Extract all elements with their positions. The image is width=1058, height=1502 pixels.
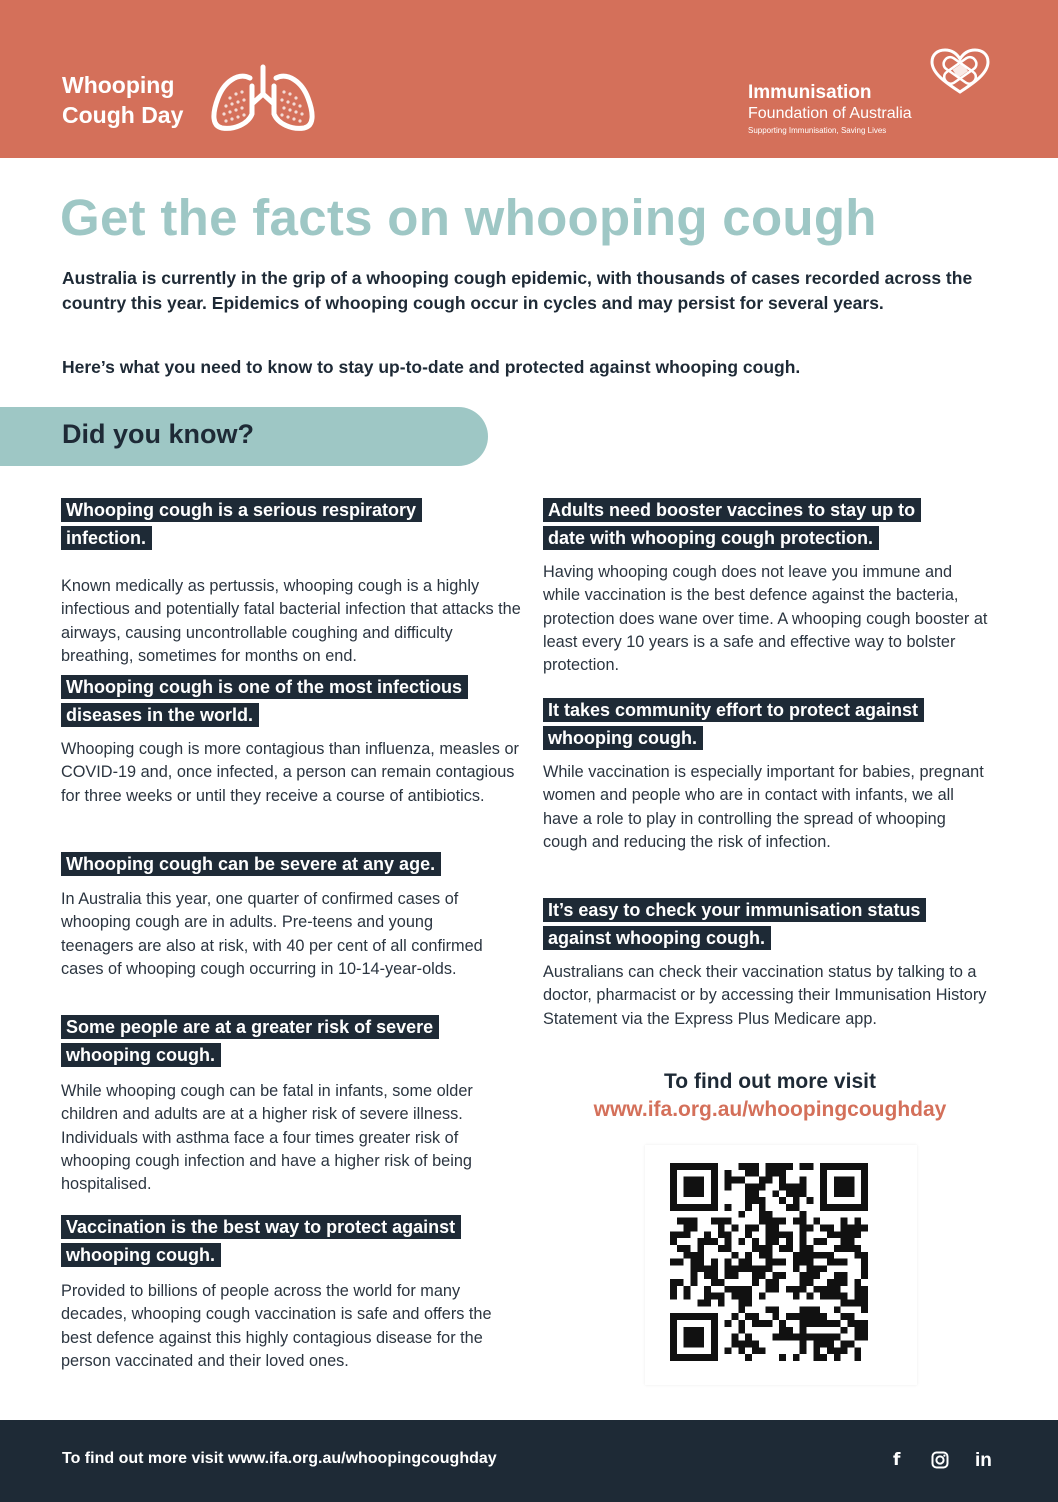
fact-block <box>61 1014 521 1196</box>
fact-block <box>61 674 521 808</box>
intro-paragraph: Australia is currently in the grip of a whooping cough epidemic, with thousands of cases recorded across the country this year. Epidemics of whooping cough occur in cycles and may persist for several years. <box>62 268 973 313</box>
visit-url-link[interactable]: www.ifa.org.au/whoopingcoughday <box>593 1098 947 1121</box>
instagram-icon[interactable] <box>931 1451 949 1469</box>
fact-body: While vaccination is especially important for babies, pregnant women and people who are in contact with infants, we all have a role to play in controlling the spread of whooping cough and reducing the risk of infection. <box>543 763 984 851</box>
whooping-cough-day-logo <box>62 70 183 130</box>
header-band <box>0 0 1058 158</box>
heart-bandage-icon <box>928 48 992 96</box>
fact-body: Having whooping cough does not leave you immune and while vaccination is the best defence against the bacteria, protection does wane over time. A whooping cough booster at least every 10 years is a safe and effective way to bolster protection. <box>543 563 988 675</box>
logo-line-2: Cough Day <box>62 102 184 128</box>
fact-body: Australians can check their vaccination status by talking to a doctor, pharmacist or by accessing their Immunisation History Statement via the Express Plus Medicare app. <box>543 963 987 1028</box>
did-you-know-heading: Did you know? <box>62 419 254 449</box>
fact-body: In Australia this year, one quarter of confirmed cases of whooping cough are in adults. Pre-teens and young teenagers are also at risk, with 40 per cent of all confirmed cases of whooping cough occurring in 10-14-year-olds. <box>61 890 483 978</box>
fact-block <box>61 497 521 668</box>
qr-code-card <box>645 1145 917 1385</box>
fact-block <box>543 497 993 677</box>
fact-heading: It’s easy to check your immunisation status against whooping cough. <box>543 898 926 950</box>
fact-body: While whooping cough can be fatal in infants, some older children and adults are at a higher risk of severe illness. Individuals with asthma face a four times greater risk of whooping cough infection and have a higher risk of being hospitalised. <box>61 1082 473 1194</box>
fact-heading: It takes community effort to protect against whooping cough. <box>543 698 924 750</box>
fact-heading: Some people are at a greater risk of severe whooping cough. <box>61 1015 439 1067</box>
fact-body: Whooping cough is more contagious than influenza, measles or COVID-19 and, once infected, a person can remain contagious for three weeks or until they receive a course of antibiotics. <box>61 740 519 805</box>
fact-block <box>543 897 993 1031</box>
page-title: Get the facts on whooping cough <box>60 189 877 246</box>
org-name: Immunisation <box>748 82 872 103</box>
visit-heading: To find out more visit <box>664 1070 876 1093</box>
fact-block <box>543 697 993 854</box>
fact-heading: Whooping cough is a serious respiratory infection. <box>61 498 422 550</box>
fact-heading: Whooping cough is one of the most infectious diseases in the world. <box>61 675 468 727</box>
qr-code[interactable] <box>670 1163 868 1361</box>
footer-visit-text: To find out more visit www.ifa.org.au/whoopingcoughday <box>62 1450 497 1467</box>
did-you-know-banner <box>0 407 488 466</box>
visit-callout <box>520 1070 1020 1122</box>
intro-subparagraph: Here’s what you need to know to stay up-to-date and protected against whooping cough. <box>62 357 801 377</box>
ifa-logo <box>748 48 998 148</box>
org-subname: Foundation of Australia <box>748 105 912 122</box>
footer-band <box>0 1420 1058 1502</box>
fact-heading: Whooping cough can be severe at any age. <box>61 852 441 876</box>
fact-body: Known medically as pertussis, whooping cough is a highly infectious and potentially fatal bacterial infection that attacks the airways, causing uncontrollable coughing and difficulty breathing, sometimes for months on end. <box>61 577 521 665</box>
fact-body: Provided to billions of people across the world for many decades, whooping cough vaccination is safe and offers the best defence against this highly contagious disease for the person vaccinated and their loved ones. <box>61 1282 492 1370</box>
fact-block <box>61 1214 521 1373</box>
org-tagline: Supporting Immunisation, Saving Lives <box>748 126 887 135</box>
linkedin-icon[interactable]: in <box>975 1450 992 1471</box>
fact-heading: Adults need booster vaccines to stay up to date with whooping cough protection. <box>543 498 921 550</box>
fact-heading: Vaccination is the best way to protect against whooping cough. <box>61 1215 461 1267</box>
logo-line-1: Whooping <box>62 72 175 98</box>
facebook-icon[interactable]: f <box>893 1450 901 1470</box>
lungs-icon <box>208 64 318 134</box>
fact-block <box>61 851 521 981</box>
